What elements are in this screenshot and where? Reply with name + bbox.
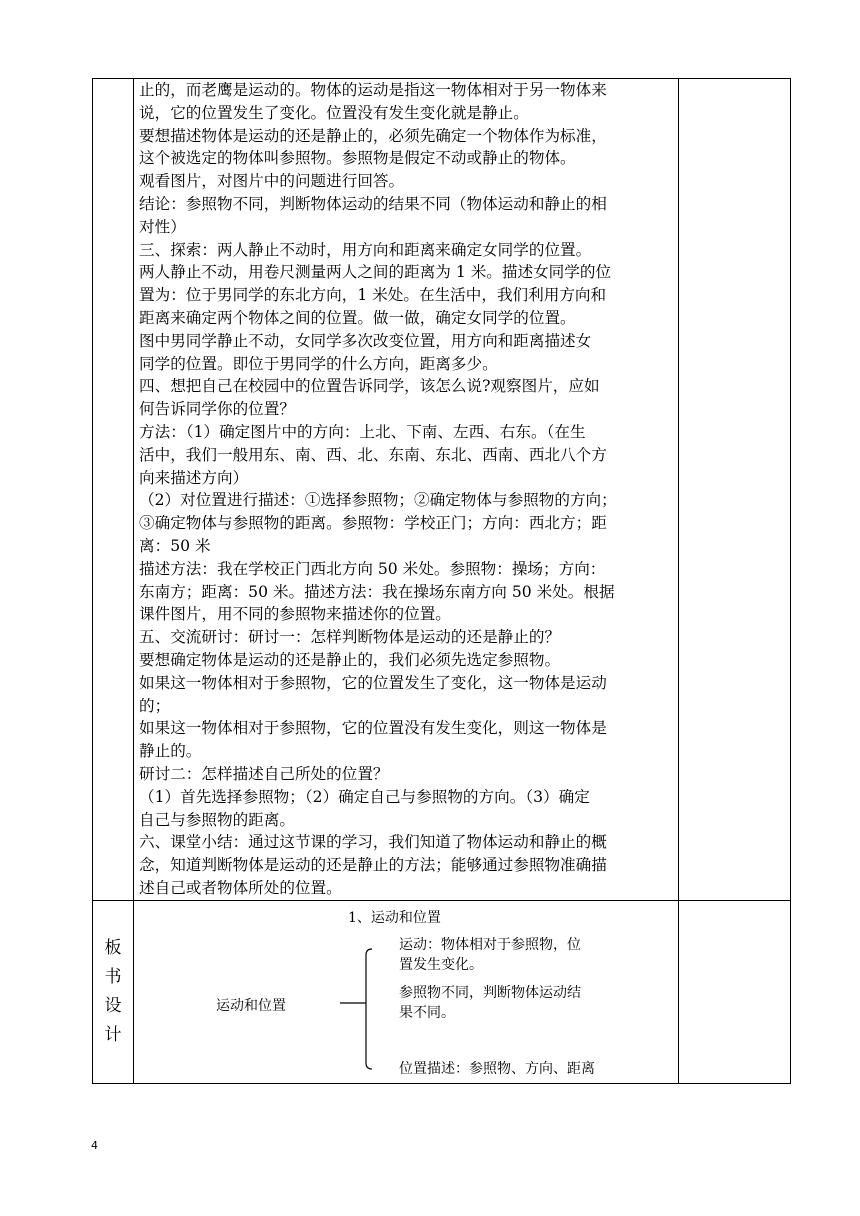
board-item-reference-line2: 果不同。 bbox=[399, 1004, 455, 1021]
lesson-line: 向来描述方向） bbox=[139, 468, 249, 487]
lesson-line: 同学的位置。即位于男同学的什么方向，距离多少。 bbox=[139, 354, 498, 373]
lesson-line: 结论：参照物不同，判断物体运动的结果不同（物体运动和静止的相 bbox=[139, 194, 607, 213]
board-item-reference-line1: 参照物不同，判断物体运动结 bbox=[399, 984, 581, 1001]
lesson-line: 何告诉同学你的位置？ bbox=[139, 400, 295, 419]
lesson-line: 离：50 米 bbox=[139, 536, 211, 555]
lesson-table bbox=[92, 78, 791, 1084]
lesson-content-cell bbox=[134, 79, 679, 901]
lesson-line: 要想确定物体是运动的还是静止的，我们必须先选定参照物。 bbox=[139, 650, 561, 669]
lesson-line: 止的，而老鹰是运动的。物体的运动是指这一物体相对于另一物体来 bbox=[139, 81, 607, 99]
board-row bbox=[93, 900, 791, 1083]
lesson-line: 方法：（1）确定图片中的方向：上北、下南、左西、右东。（在生 bbox=[139, 422, 586, 441]
board-right-empty-cell bbox=[679, 900, 791, 1083]
board-label-char: 板 bbox=[104, 937, 122, 958]
lesson-line: 要想描述物体是运动的还是静止的，必须先确定一个物体作为标准， bbox=[139, 126, 607, 145]
lesson-line: （2）对位置进行描述：①选择参照物；②确定物体与参照物的方向； bbox=[139, 491, 617, 510]
lesson-line: 活中，我们一般用东、南、西、北、东南、东北、西南、西北八个方 bbox=[139, 445, 607, 464]
lesson-line: 两人静止不动，用卷尺测量两人之间的距离为 1 米。描述女同学的位 bbox=[139, 263, 612, 282]
board-item-motion-line1: 运动：物体相对于参照物，位 bbox=[399, 936, 581, 953]
lesson-line: 自己与参照物的距离。 bbox=[139, 810, 295, 829]
lesson-line: ③确定物体与参照物的距离。参照物：学校正门；方向：西北方；距 bbox=[139, 514, 607, 533]
lesson-line: 这个被选定的物体叫参照物。参照物是假定不动或静止的物体。 bbox=[139, 149, 576, 168]
board-item-motion-line2: 置发生变化。 bbox=[399, 956, 483, 973]
lesson-line: 研讨二：怎样描述自己所处的位置？ bbox=[139, 764, 389, 783]
lesson-line: 六、课堂小结：通过这节课的学习，我们知道了物体运动和静止的概 bbox=[139, 833, 607, 852]
lesson-line: 图中男同学静止不动，女同学多次改变位置，用方向和距离描述女 bbox=[139, 331, 592, 350]
lesson-line: 距离来确定两个物体之间的位置。做一做，确定女同学的位置。 bbox=[139, 308, 576, 327]
lesson-line: 静止的。 bbox=[139, 742, 202, 761]
board-label-char: 设 bbox=[104, 995, 122, 1016]
lesson-line: 置为：位于男同学的东北方向，1 米处。在生活中，我们利用方向和 bbox=[139, 286, 607, 305]
lesson-line: 的； bbox=[139, 696, 171, 715]
board-label-char: 计 bbox=[104, 1024, 122, 1045]
lesson-line: 描述方法：我在学校正门西北方向 50 米处。参照物：操场；方向： bbox=[139, 559, 606, 578]
lesson-line: （1）首先选择参照物；（2）确定自己与参照物的方向。（3）确定 bbox=[139, 787, 590, 806]
lesson-line: 如果这一物体相对于参照物，它的位置发生了变化，这一物体是运动 bbox=[139, 673, 607, 692]
board-title: 1、运动和位置 bbox=[348, 909, 441, 926]
board-design-cell bbox=[134, 900, 679, 1083]
board-label-cell bbox=[93, 900, 134, 1083]
lesson-line: 说，它的位置发生了变化。位置没有发生变化就是静止。 bbox=[139, 103, 529, 122]
content-row bbox=[93, 79, 791, 901]
lesson-line: 三、探索：两人静止不动时，用方向和距离来确定女同学的位置。 bbox=[139, 240, 592, 259]
lesson-line: 五、交流研讨：研讨一：怎样判断物体是运动的还是静止的？ bbox=[139, 628, 561, 647]
lesson-line: 念，知道判断物体是运动的还是静止的方法；能够通过参照物准确描 bbox=[139, 856, 607, 875]
lesson-line: 观看图片，对图片中的问题进行回答。 bbox=[139, 172, 405, 191]
board-root-label: 运动和位置 bbox=[216, 997, 286, 1014]
page-number: 4 bbox=[91, 1139, 98, 1152]
lesson-line: 如果这一物体相对于参照物，它的位置没有发生变化，则这一物体是 bbox=[139, 719, 607, 738]
lesson-line: 课件图片，用不同的参照物来描述你的位置。 bbox=[139, 605, 451, 624]
lesson-line: 对性） bbox=[139, 217, 186, 236]
board-diagram bbox=[134, 901, 678, 1083]
lesson-line: 东南方；距离：50 米。描述方法：我在操场东南方向 50 米处。根据 bbox=[139, 582, 615, 601]
lesson-line: 述自己或者物体所处的位置。 bbox=[139, 878, 342, 897]
left-empty-cell bbox=[93, 79, 134, 901]
lesson-text bbox=[139, 79, 670, 900]
board-label-char: 书 bbox=[104, 966, 122, 987]
lesson-line: 四、想把自己在校园中的位置告诉同学，该怎么说?观察图片，应如 bbox=[139, 377, 600, 396]
board-item-position: 位置描述：参照物、方向、距离 bbox=[399, 1060, 595, 1077]
right-empty-cell bbox=[679, 79, 791, 901]
